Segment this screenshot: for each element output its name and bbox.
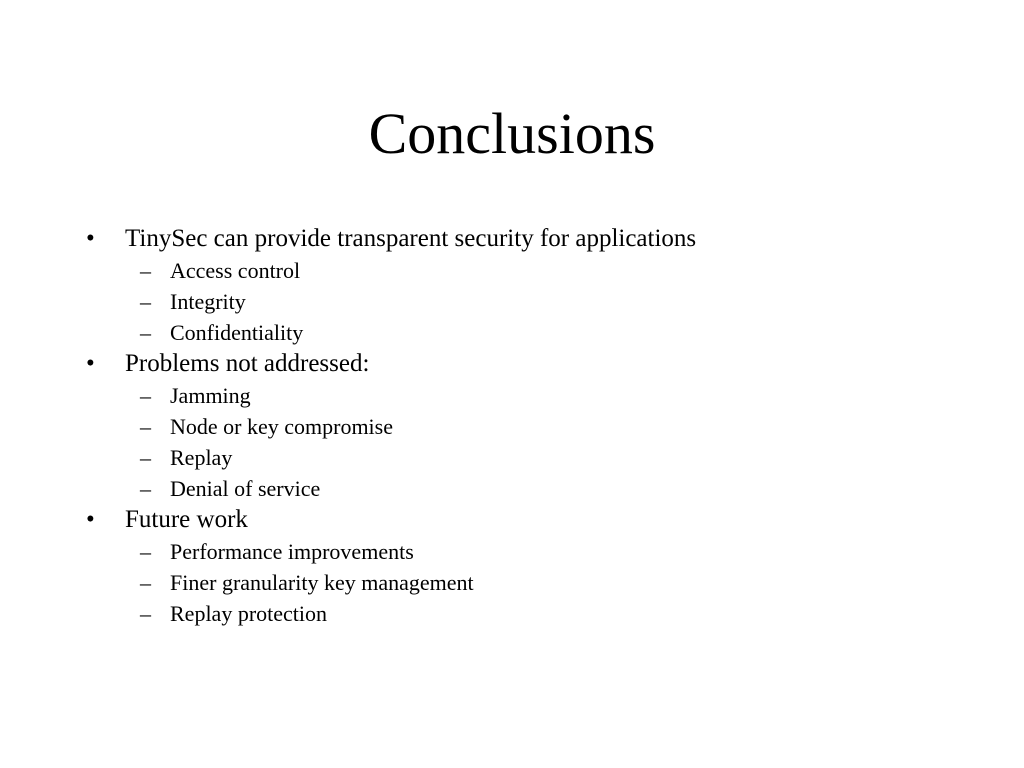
dash-marker: – (140, 258, 151, 283)
sub-bullet-text: Replay (170, 445, 233, 470)
sub-bullet-text: Jamming (170, 383, 251, 408)
sub-bullet-list (0, 255, 1024, 348)
bullet-marker: • (86, 350, 95, 377)
dash-marker: – (140, 539, 151, 564)
sub-bullet-item (0, 255, 1024, 286)
sub-bullet-item (0, 380, 1024, 411)
sub-bullet-item (0, 286, 1024, 317)
sub-bullet-item (0, 411, 1024, 442)
bullet-item (0, 223, 1024, 348)
dash-marker: – (140, 289, 151, 314)
bullet-text: Future work (125, 506, 248, 533)
sub-bullet-item (0, 442, 1024, 473)
sub-bullet-text: Node or key compromise (170, 414, 393, 439)
bullet-text: TinySec can provide transparent security for applications (125, 225, 697, 252)
sub-bullet-item (0, 598, 1024, 629)
sub-bullet-item (0, 317, 1024, 348)
sub-bullet-item (0, 473, 1024, 504)
dash-marker: – (140, 476, 151, 501)
bullet-marker: • (86, 225, 95, 252)
bullet-item (0, 504, 1024, 629)
dash-marker: – (140, 570, 151, 595)
sub-bullet-item (0, 536, 1024, 567)
sub-bullet-text: Replay protection (170, 601, 328, 626)
bullet-text: Problems not addressed: (125, 350, 370, 377)
dash-marker: – (140, 414, 151, 439)
sub-bullet-text: Denial of service (170, 476, 321, 501)
sub-bullet-list (0, 380, 1024, 504)
sub-bullet-item (0, 567, 1024, 598)
slide-title: Conclusions (368, 101, 656, 166)
sub-bullet-text: Access control (170, 258, 301, 283)
bullet-list (0, 223, 1024, 629)
sub-bullet-text: Finer granularity key management (170, 570, 474, 595)
sub-bullet-text: Integrity (170, 289, 246, 314)
dash-marker: – (140, 320, 151, 345)
sub-bullet-text: Performance improvements (170, 539, 414, 564)
dash-marker: – (140, 445, 151, 470)
sub-bullet-text: Confidentiality (170, 320, 304, 345)
sub-bullet-list (0, 536, 1024, 629)
dash-marker: – (140, 601, 151, 626)
bullet-marker: • (86, 506, 95, 533)
dash-marker: – (140, 383, 151, 408)
bullet-item (0, 348, 1024, 504)
